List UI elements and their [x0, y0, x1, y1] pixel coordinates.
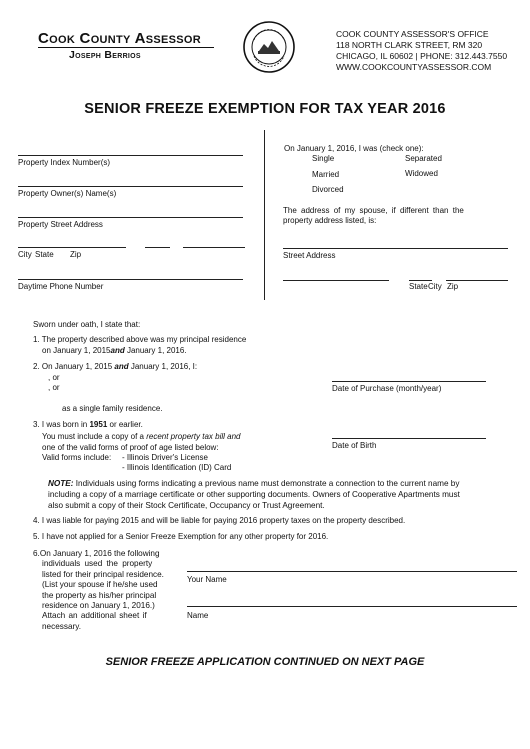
statement-3-line2: [42, 432, 241, 441]
document-title: SENIOR FREEZE EXEMPTION FOR TAX YEAR 2016: [84, 101, 446, 117]
your-name-field[interactable]: [187, 571, 517, 572]
column-divider: [264, 130, 265, 300]
note-text-1: Individuals using forms indicating a previous name must demonstrate a connection to the current name by: [75, 479, 460, 488]
statement-6-line-3: listed for their principal residence.: [42, 569, 164, 579]
statement-3-tax-bill: recent property tax bill and: [146, 432, 241, 441]
name-field[interactable]: [187, 606, 517, 607]
state-label: State: [35, 250, 54, 259]
valid-form-id-card: - Illinois Identification (ID) Card: [122, 463, 232, 472]
sworn-heading: Sworn under oath, I state that:: [33, 320, 141, 329]
birth-date-field[interactable]: [332, 438, 486, 439]
office-website: WWW.COOKCOUNTYASSESSOR.COM: [336, 62, 492, 72]
office-name: COOK COUNTY ASSESSOR'S OFFICE: [336, 29, 489, 39]
statement-2-start: 2. On January 1, 2015: [33, 362, 115, 371]
purchase-date-label: Date of Purchase (month/year): [332, 384, 442, 393]
statement-6-line-7: Attach an additional sheet if: [42, 611, 147, 621]
continued-footer: SENIOR FREEZE APPLICATION CONTINUED ON NEXT PAGE: [105, 656, 425, 668]
note-line-3: also submit a copy of their Stock Certificate, Occupancy or Trust Agreement.: [48, 501, 325, 510]
street-label: Property Street Address: [18, 220, 103, 229]
statement-6-line-5: the property as his/her principal: [42, 590, 157, 600]
statement-2-and: and: [114, 362, 129, 371]
statement-2-line1: [33, 362, 197, 371]
statement-3-line1: [33, 420, 143, 429]
spouse-street-field[interactable]: [283, 248, 508, 249]
marital-option-widowed[interactable]: Widowed: [405, 169, 438, 178]
office-city-phone: CHICAGO, IL 60602 | PHONE: 312.443.7550: [336, 51, 508, 61]
marital-prompt: On January 1, 2016, I was (check one):: [284, 144, 424, 153]
pin-label: Property Index Number(s): [18, 158, 111, 167]
spouse-street-label: Street Address: [283, 251, 336, 260]
zip-field[interactable]: [183, 247, 245, 248]
statement-4: 4. I was liable for paying 2015 and will be liable for paying 2016 property taxes on the property described.: [33, 516, 406, 525]
spouse-city-field[interactable]: [283, 280, 389, 281]
statement-1-and: and: [110, 346, 125, 355]
note-block: [48, 478, 518, 511]
spouse-note-2: property address listed, is:: [283, 216, 377, 225]
marital-option-married[interactable]: Married: [312, 170, 340, 179]
statement-1-line2: [42, 346, 187, 355]
statement-6-line-8: necessary.: [42, 621, 81, 631]
zip-label: Zip: [70, 250, 82, 259]
statement-2-end: January 1, 2016, I:: [128, 362, 198, 371]
phone-field[interactable]: [18, 279, 243, 280]
state-field[interactable]: [145, 247, 170, 248]
spouse-city-label: City: [428, 282, 442, 291]
assessor-name: Joseph Berrios: [69, 49, 141, 61]
owner-label: Property Owner(s) Name(s): [18, 189, 117, 198]
statement-6-block: [33, 549, 183, 632]
valid-forms-label: Valid forms include:: [42, 453, 112, 462]
statement-1-date: on January 1, 2015: [42, 346, 111, 355]
your-name-label: Your Name: [187, 575, 227, 584]
statement-1-date2: January 1, 2016.: [124, 346, 187, 355]
street-field[interactable]: [18, 217, 243, 218]
statement-3-start: 3. I was born in: [33, 420, 90, 429]
statement-3-end: or earlier.: [107, 420, 143, 429]
statement-3-include: You must include a copy of a: [42, 432, 147, 441]
marital-option-separated[interactable]: Separated: [405, 154, 442, 163]
phone-label: Daytime Phone Number: [18, 282, 104, 291]
statement-6-line-1: 6.On January 1, 2016 the following: [33, 549, 160, 558]
statement-3-year: 1951: [89, 420, 108, 429]
spouse-state-label: State: [409, 282, 428, 291]
header-title: Cook County Assessor: [38, 30, 202, 47]
statement-2-single-family: as a single family residence.: [62, 404, 163, 413]
spouse-state-field[interactable]: [409, 280, 432, 281]
note-line-2: including a copy of a marriage certificate or other supporting documents. Owners of Cooperative Apartments must: [48, 490, 460, 499]
note-label: NOTE:: [48, 479, 74, 488]
office-street: 118 NORTH CLARK STREET, RM 320: [336, 40, 483, 50]
birth-date-label: Date of Birth: [332, 441, 377, 450]
assessor-seal-icon: [242, 20, 296, 74]
city-label: City: [18, 250, 32, 259]
statement-2-or-2: , or: [48, 383, 60, 392]
statement-3-line3: one of the valid forms of proof of age listed below:: [42, 443, 219, 452]
owner-field[interactable]: [18, 186, 243, 187]
statement-2-or-1: , or: [48, 373, 60, 382]
spouse-zip-label: Zip: [447, 282, 459, 291]
name-label: Name: [187, 611, 209, 620]
spouse-note-1: The address of my spouse, if different than the: [283, 206, 464, 215]
marital-option-single[interactable]: Single: [312, 154, 335, 163]
valid-form-drivers-license: - Illinois Driver's License: [122, 453, 208, 462]
statement-1-line1: 1. The property described above was my principal residence: [33, 335, 247, 344]
statement-6-line-6: residence on January 1, 2016.): [42, 601, 155, 611]
statement-5: 5. I have not applied for a Senior Freeze Exemption for any other property for 2016.: [33, 532, 329, 541]
statement-6-line-2: individuals used the property: [42, 559, 153, 569]
pin-field[interactable]: [18, 155, 243, 156]
purchase-date-field[interactable]: [332, 381, 486, 382]
city-field[interactable]: [18, 247, 126, 248]
note-line-1: [48, 478, 518, 489]
spouse-zip-field[interactable]: [446, 280, 508, 281]
header-underline: [38, 47, 214, 48]
marital-option-divorced[interactable]: Divorced: [312, 185, 344, 194]
statement-6-line-4: (List your spouse if he/she used: [42, 580, 158, 590]
